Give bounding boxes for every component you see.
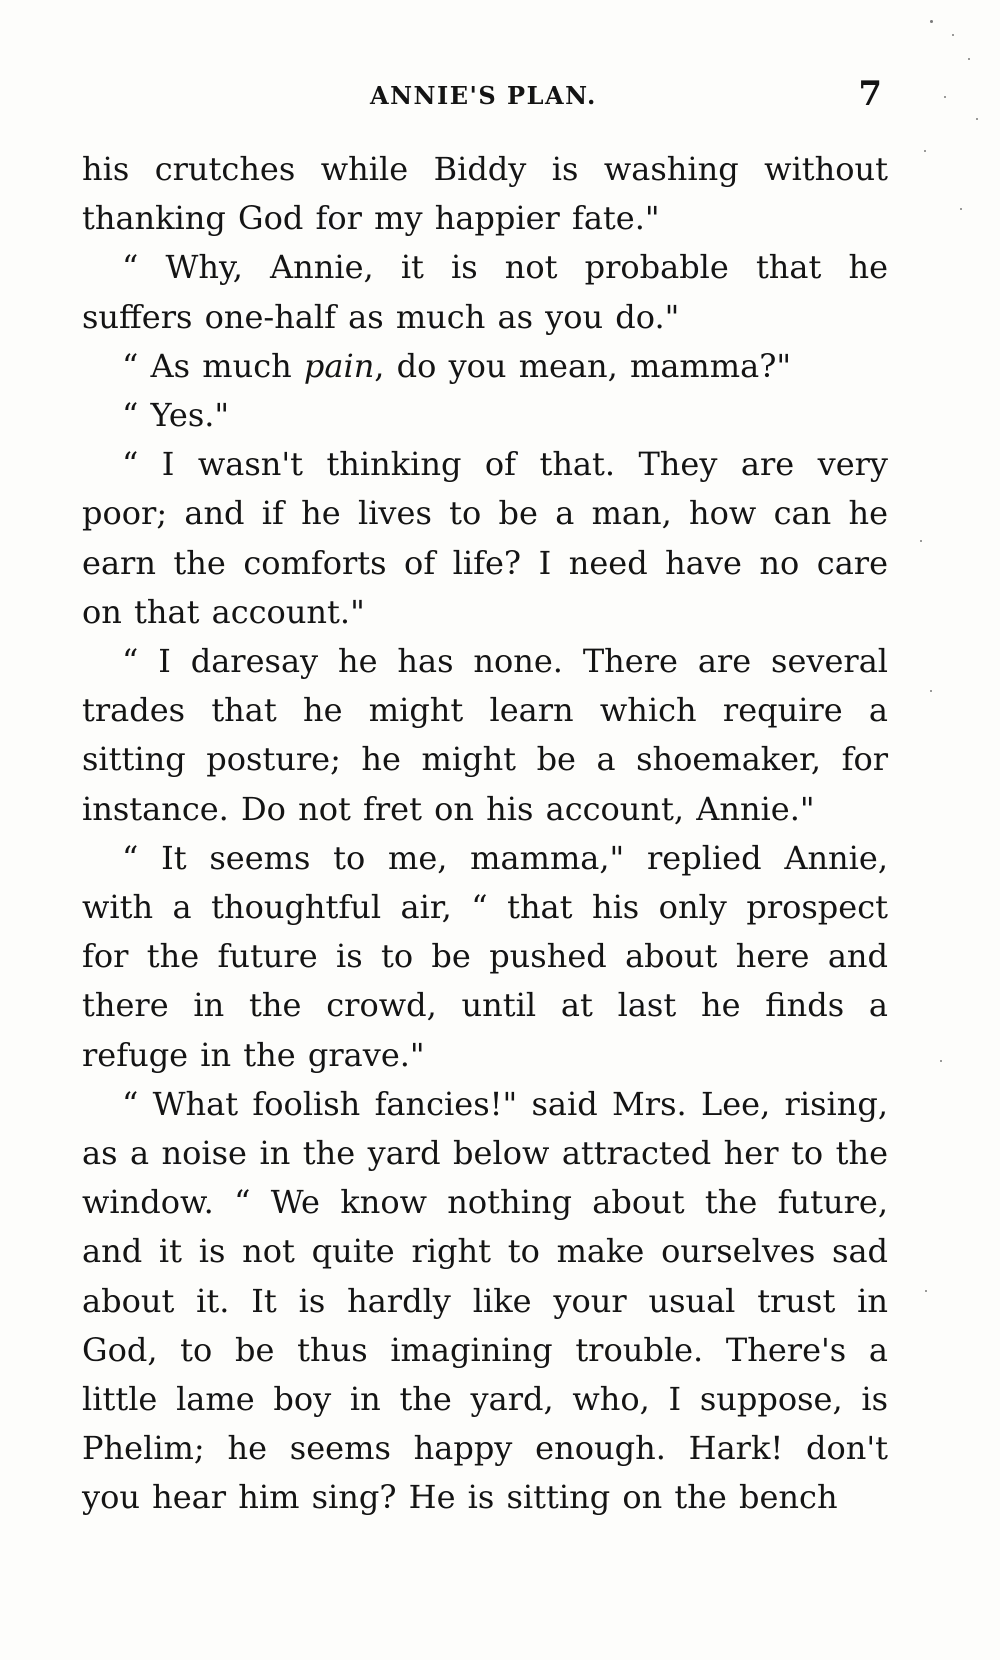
running-head: ANNIE'S PLAN. [370, 81, 597, 110]
paragraph-5 [82, 440, 888, 637]
paragraph-text: “ As much [122, 346, 304, 385]
paragraph-4 [82, 391, 888, 440]
scan-speckle [924, 150, 926, 152]
paragraph-text: his crutches while Biddy is washing without thanking God for my happier fate." [82, 150, 888, 238]
scan-speckle [920, 540, 922, 542]
paragraph-text: “ What foolish fancies!" said Mrs. Lee, rising, as a noise in the yard below attracted her to the window. “ We know nothing about the future, and it is not quite right to make ourselves sad about it. It is hardly like your usual trust in God, to be thus imagining trouble. There's a little lame boy in the yard, who, I suppose, is Phelim; he seems happy enough. Hark! don't you hear him sing? He is sitting on the bench [82, 1084, 888, 1517]
paragraph-text: “ I wasn't thinking of that. They are very poor; and if he lives to be a man, how can he earn the comforts of life? I need have no care on that account." [82, 445, 888, 631]
scan-speckle [976, 118, 978, 120]
paragraph-2 [82, 243, 888, 341]
scan-speckle [925, 1290, 927, 1292]
paragraph-7 [82, 834, 888, 1080]
scan-speckle [960, 208, 962, 210]
paragraph-1 [82, 145, 888, 243]
scan-speckle [940, 1060, 942, 1062]
paragraph-8 [82, 1080, 888, 1523]
scan-speckle [930, 20, 933, 23]
paragraph-3 [82, 342, 888, 391]
scan-speckle [930, 690, 932, 692]
page-header [82, 74, 888, 118]
paragraph-text: “ It seems to me, mamma," replied Annie, with a thoughtful air, “ that his only prospect for the future is to be pushed about here and there in the crowd, until at last he finds a refuge in the grave." [82, 838, 888, 1074]
paragraph-text: “ Why, Annie, it is not probable that he suffers one-half as much as you do." [82, 248, 888, 336]
paragraph-text: “ I daresay he has none. There are several trades that he might learn which require a sitting posture; he might be a shoemaker, for instance. Do not fret on his account, Annie." [82, 642, 888, 828]
body-text [82, 145, 888, 1523]
scan-speckle [968, 58, 970, 60]
paragraph-text: , do you mean, mamma?" [374, 346, 792, 385]
scan-speckle [952, 34, 954, 36]
page-number: 7 [858, 74, 882, 114]
scan-speckle [944, 96, 946, 98]
emphasis-word: pain [303, 346, 375, 385]
paragraph-text: “ Yes." [122, 396, 230, 435]
paragraph-6 [82, 637, 888, 834]
